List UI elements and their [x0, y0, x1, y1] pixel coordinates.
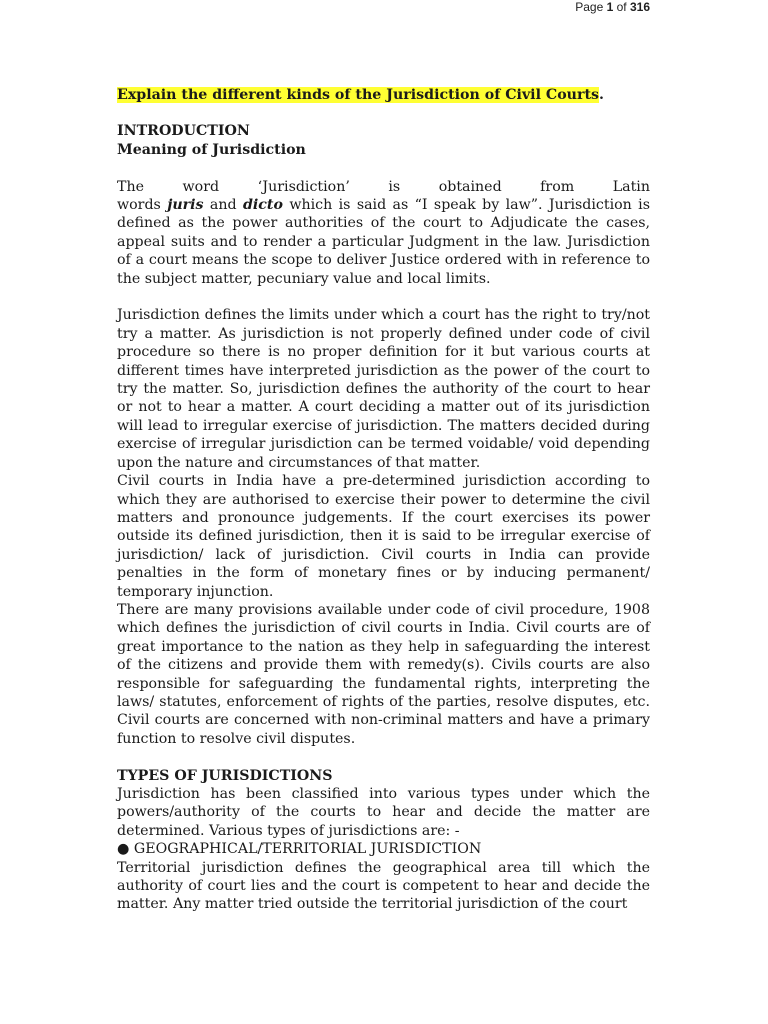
word: is: [388, 178, 401, 195]
intro-paragraph-2: Jurisdiction defines the limits under which a court has the right to try/not try a matter. As jurisdiction is not properly defined under code of civil procedure so there is no proper definition for it but various courts at different times have interpreted jurisdiction as the power of the court to try the matter. So, jurisdiction defines the authority of the court to hear or not to hear a matter. A court deciding a matter out of its jurisdiction will lead to irregular exercise of jurisdiction. The matters decided during exercise of irregular jurisdiction can be termed voidable/ void depending upon the nature and circumstances of that matter.: [117, 307, 650, 471]
p1-pre: words: [117, 197, 168, 214]
spacer: [117, 288, 650, 306]
word: ‘Jurisdiction’: [257, 178, 350, 195]
types-paragraph-1: Jurisdiction has been classified into various types under which the powers/authority of the courts to hear and decide the matter are determined. Various types of jurisdictions are: -: [117, 785, 650, 839]
document-body: [117, 86, 650, 914]
p1-and: and: [203, 197, 243, 214]
total-pages: 316: [629, 0, 650, 14]
term-juris: juris: [167, 197, 204, 214]
current-page: 1: [606, 0, 614, 14]
word: from: [540, 178, 575, 195]
intro-paragraph-3: Civil courts in India have a pre-determined jurisdiction according to which they are authorised to exercise their power to determine the civil matters and pronounce judgements. If the court exercises its power outside its defined jurisdiction, then it is said to be irregular exercise of jurisdiction/ lack of jurisdiction. Civil courts in India can provide penalties in the form of monetary fines or by inducing permanent/ temporary injunction.: [117, 473, 650, 600]
word: obtained: [438, 178, 502, 195]
meaning-subheading: Meaning of Jurisdiction: [117, 141, 306, 158]
term-dicto: dicto: [242, 197, 283, 214]
word: The: [117, 178, 144, 195]
intro-paragraph-4: There are many provisions available under code of civil procedure, 1908 which defines the jurisdiction of civil courts in India. Civil courts are of great importance to the nation as they help in safeguarding the interest of the citizens and provide them with remedy(s). Civils courts are also responsible for safeguarding the fundamental rights, interpreting the laws/ statutes, enforcement of rights of the parties, resolve disputes, etc. Civil courts are concerned with non-criminal matters and have a primary function to resolve civil disputes.: [117, 601, 650, 747]
word: Latin: [612, 178, 650, 195]
bullet-territorial: ● GEOGRAPHICAL/TERRITORIAL JURISDICTION: [117, 841, 482, 858]
intro-p1-first-line: [117, 178, 650, 196]
page-prefix: Page: [575, 0, 607, 14]
spacer: [117, 159, 650, 177]
word: word: [182, 178, 220, 195]
title-highlight: Explain the different kinds of the Jurisdiction of Civil Courts: [117, 87, 599, 103]
introduction-heading: INTRODUCTION: [117, 123, 250, 140]
types-heading: TYPES OF JURISDICTIONS: [117, 767, 333, 784]
p1-rest: which is said as “I speak by law”. Jurisdiction is defined as the power authorities of the court to Adjudicate the cases, appeal suits and to render a particular Judgment in the law. Jurisdiction of a court means the scope to deliver Justice ordered with in reference to the subject matter, pecuniary value and local limits.: [117, 197, 650, 287]
types-paragraph-2: Territorial jurisdiction defines the geographical area till which the authority of court lies and the court is competent to hear and decide the matter. Any matter tried outside the territorial jurisdiction of the court: [117, 859, 650, 913]
page-of: of: [613, 0, 630, 14]
page-indicator: [575, 0, 650, 14]
title-period: .: [599, 87, 604, 103]
spacer: [117, 748, 650, 766]
intro-paragraph-1: [117, 196, 650, 288]
document-title: [117, 86, 650, 104]
